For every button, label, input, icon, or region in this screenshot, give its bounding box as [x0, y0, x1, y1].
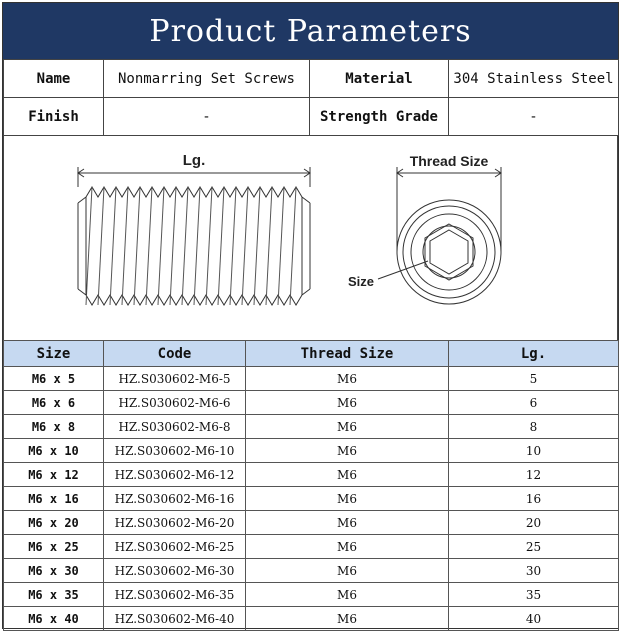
page-title: Product Parameters — [3, 3, 618, 59]
material-label: Material — [310, 60, 449, 98]
length-cell: 35 — [449, 583, 619, 607]
size-cell: M6 x 20 — [4, 511, 104, 535]
thread-cell: M6 — [246, 535, 449, 559]
code-cell: HZ.S030602-M6-30 — [104, 559, 246, 583]
finish-label: Finish — [4, 98, 104, 136]
info-row — [4, 98, 619, 136]
info-table — [3, 59, 619, 136]
code-cell: HZ.S030602-M6-6 — [104, 391, 246, 415]
thread-cell: M6 — [246, 463, 449, 487]
code-cell: HZ.S030602-M6-35 — [104, 583, 246, 607]
table-row — [4, 583, 619, 607]
table-row — [4, 463, 619, 487]
material-value: 304 Stainless Steel — [449, 60, 619, 98]
length-cell: 30 — [449, 559, 619, 583]
name-value: Nonmarring Set Screws — [104, 60, 310, 98]
table-row — [4, 559, 619, 583]
size-cell: M6 x 35 — [4, 583, 104, 607]
size-cell: M6 x 8 — [4, 415, 104, 439]
thread-cell: M6 — [246, 415, 449, 439]
thread-cell: M6 — [246, 487, 449, 511]
end-view-outer-circle — [397, 200, 501, 304]
thread-cell: M6 — [246, 583, 449, 607]
thread-cell: M6 — [246, 367, 449, 391]
screw-side-view — [78, 187, 310, 305]
spec-header-row — [4, 341, 619, 367]
header-size: Size — [4, 341, 104, 367]
size-cell: M6 x 10 — [4, 439, 104, 463]
table-row — [4, 607, 619, 631]
thread-cell: M6 — [246, 439, 449, 463]
spec-table — [3, 340, 619, 631]
code-cell: HZ.S030602-M6-8 — [104, 415, 246, 439]
size-cell: M6 x 40 — [4, 607, 104, 631]
size-cell: M6 x 30 — [4, 559, 104, 583]
info-row — [4, 60, 619, 98]
table-row — [4, 391, 619, 415]
length-cell: 25 — [449, 535, 619, 559]
header-code: Code — [104, 341, 246, 367]
table-row — [4, 535, 619, 559]
table-row — [4, 511, 619, 535]
size-cell: M6 x 12 — [4, 463, 104, 487]
thread-cell: M6 — [246, 559, 449, 583]
header-thread-size: Thread Size — [246, 341, 449, 367]
set-screw-drawing — [4, 135, 617, 340]
technical-drawing — [3, 135, 618, 340]
size-label: Size — [348, 274, 375, 289]
length-cell: 5 — [449, 367, 619, 391]
table-row — [4, 367, 619, 391]
code-cell: HZ.S030602-M6-20 — [104, 511, 246, 535]
header-length: Lg. — [449, 341, 619, 367]
thread-cell: M6 — [246, 511, 449, 535]
table-row — [4, 415, 619, 439]
thread-cell: M6 — [246, 607, 449, 631]
length-cell: 20 — [449, 511, 619, 535]
size-cell: M6 x 16 — [4, 487, 104, 511]
length-cell: 10 — [449, 439, 619, 463]
grade-label: Strength Grade — [310, 98, 449, 136]
length-cell: 6 — [449, 391, 619, 415]
code-cell: HZ.S030602-M6-25 — [104, 535, 246, 559]
finish-value: - — [104, 98, 310, 136]
code-cell: HZ.S030602-M6-10 — [104, 439, 246, 463]
length-cell: 12 — [449, 463, 619, 487]
thread-size-label: Thread Size — [409, 153, 489, 169]
code-cell: HZ.S030602-M6-40 — [104, 607, 246, 631]
length-cell: 40 — [449, 607, 619, 631]
grade-value: - — [449, 98, 619, 136]
code-cell: HZ.S030602-M6-5 — [104, 367, 246, 391]
length-cell: 16 — [449, 487, 619, 511]
size-cell: M6 x 5 — [4, 367, 104, 391]
table-row — [4, 439, 619, 463]
code-cell: HZ.S030602-M6-16 — [104, 487, 246, 511]
name-label: Name — [4, 60, 104, 98]
length-label: Lg. — [182, 152, 206, 169]
code-cell: HZ.S030602-M6-12 — [104, 463, 246, 487]
size-cell: M6 x 25 — [4, 535, 104, 559]
length-cell: 8 — [449, 415, 619, 439]
size-cell: M6 x 6 — [4, 391, 104, 415]
thread-cell: M6 — [246, 391, 449, 415]
table-row — [4, 487, 619, 511]
